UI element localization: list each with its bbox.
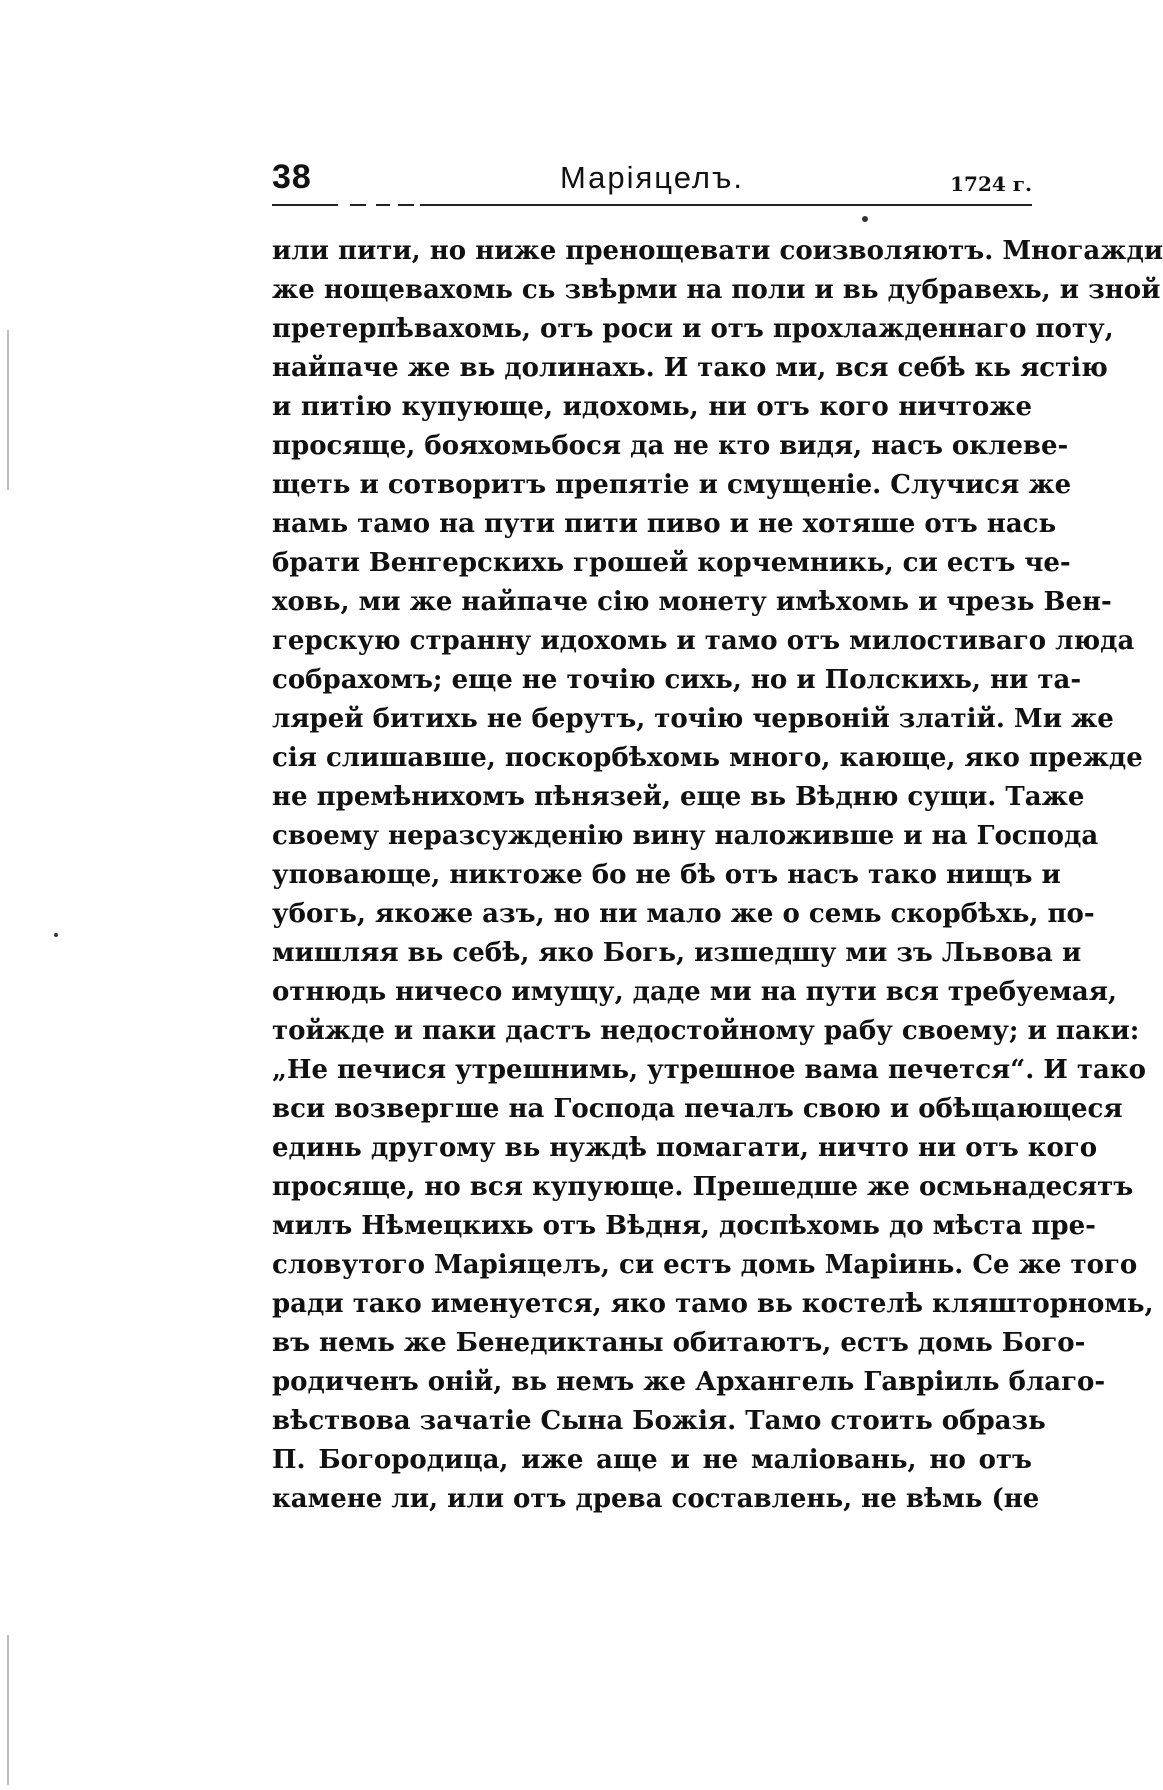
text-line: единь другому вь нуждѣ помагати, ничто ни отъ кого xyxy=(272,1133,1098,1163)
text-line: уповающе, никтоже бо не бѣ отъ насъ тако нищъ и xyxy=(272,860,1061,890)
scan-edge-mark xyxy=(7,330,9,490)
header-rule-gap xyxy=(366,202,376,208)
text-line: ховь, ми же найпаче сію монету имѣхомь и чрезь Вен- xyxy=(272,587,1112,617)
text-line: или пити, но ниже пренощевати соизволяютъ. Многажди xyxy=(272,236,1163,266)
text-line: милъ Нѣмецкихь отъ Вѣдня, доспѣхомь до мѣста пре- xyxy=(272,1211,1096,1241)
text-line: брати Венгерскихь грошей корчемникь, си естъ че- xyxy=(272,548,1071,578)
text-line: „Не печися утрешнимь, утрешное вама печется“. И тако xyxy=(272,1055,1146,1085)
text-line: сія слишавше, поскорбѣхомь много, кающе, яко прежде xyxy=(272,743,1143,773)
text-line: своему неразсужденію вину наложивше и на Господа xyxy=(272,821,1099,851)
text-line: вси возвергше на Господа печалъ свою и обѣщающеся xyxy=(272,1094,1123,1124)
body-text xyxy=(272,232,1163,1519)
header-rule-gap xyxy=(390,202,398,208)
text-line: собрахомъ; еще не точію сихь, но и Полскихь, ни та- xyxy=(272,665,1082,695)
year-marker: 1724 г. xyxy=(950,172,1032,196)
print-speck xyxy=(862,216,868,222)
header-rule xyxy=(272,204,1032,206)
scan-edge-mark xyxy=(7,1635,9,1785)
running-title: Маріяцелъ. xyxy=(559,160,745,195)
text-line: найпаче же вь долинахь. И тако ми, вся себѣ кь ястію xyxy=(272,353,1108,383)
header-rule-gap xyxy=(414,202,420,208)
text-line: герскую странну идохомь и тамо отъ милостиваго люда xyxy=(272,626,1135,656)
text-line: не премѣнихомъ пѣнязей, еще вь Вѣдню сущи. Таже xyxy=(272,782,1085,812)
text-line: вѣствова зачатіе Сына Божія. Тамо стоить образь xyxy=(272,1406,1046,1436)
text-line: претерпѣвахомь, отъ роси и отъ прохлажденнаго поту, xyxy=(272,314,1114,344)
text-line: просяще, но вся купующе. Прешедше же осмьнадесятъ xyxy=(272,1172,1134,1202)
text-line: намь тамо на пути пити пиво и не хотяше отъ нась xyxy=(272,509,1057,539)
text-line: тойжде и паки дастъ недостойному рабу своему; и паки: xyxy=(272,1016,1140,1046)
text-line: въ немь же Бенедиктаны обитаютъ, естъ домь Бого- xyxy=(272,1328,1086,1358)
text-line: П. Богородица, иже аще и не маліовань, но отъ xyxy=(272,1445,1032,1475)
text-line: словутого Маріяцелъ, си естъ домь Маріинь. Се же того xyxy=(272,1250,1138,1280)
text-line: мишляя вь себѣ, яко Богь, изшедшу ми зъ Львова и xyxy=(272,938,1082,968)
text-line: просяще, бояхомьбося да не кто видя, насъ оклеве- xyxy=(272,431,1069,461)
text-line: родиченъ оній, вь немъ же Архангель Гавріиль благо- xyxy=(272,1367,1106,1397)
text-line: же нощевахомь сь звѣрми на поли и вь дубравехь, и зной xyxy=(272,275,1161,305)
text-line: ради тако именуется, яко тамо вь костелѣ кляшторномь, xyxy=(272,1289,1154,1319)
text-line: отнюдь ничесо имущу, даде ми на пути вся требуемая, xyxy=(272,977,1117,1007)
text-line: и питію купующе, идохомь, ни отъ кого ничтоже xyxy=(272,392,1032,422)
page-header xyxy=(272,150,1032,206)
page-number: 38 xyxy=(272,158,312,196)
text-line: щеть и сотворитъ препятіе и смущеніе. Случися же xyxy=(272,470,1072,500)
text-line: лярей битихь не берутъ, точію червоній златій. Ми же xyxy=(272,704,1114,734)
print-speck xyxy=(54,933,58,937)
header-rule-gap xyxy=(338,202,350,208)
text-line: убогь, якоже азъ, но ни мало же о семь скорбѣхь, по- xyxy=(272,899,1095,929)
text-line: камене ли, или отъ древа составлень, не вѣмь (не xyxy=(272,1484,1040,1514)
